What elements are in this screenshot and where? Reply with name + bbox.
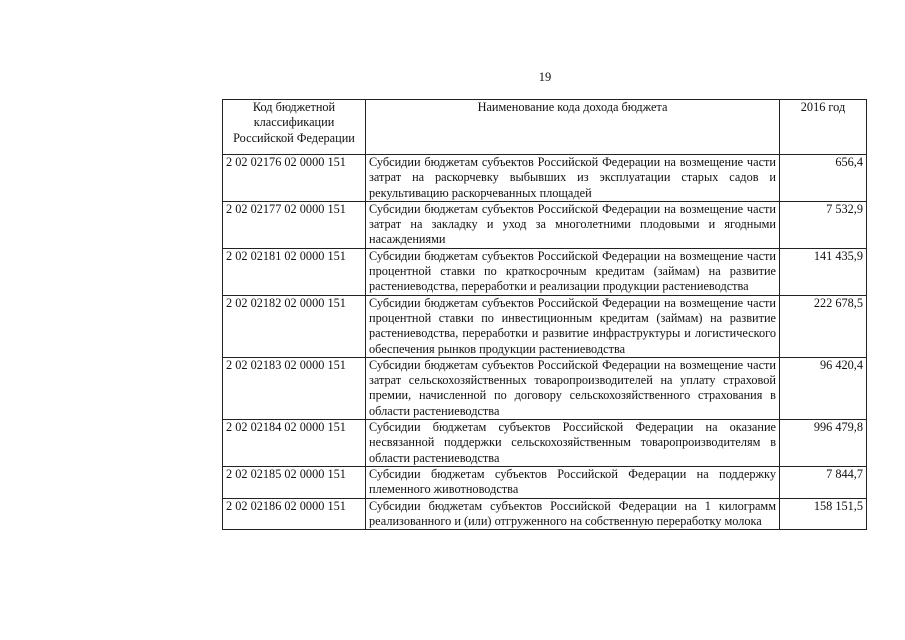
header-year-2016: 2016 год <box>780 100 867 155</box>
amount-cell: 158 151,5 <box>780 498 867 530</box>
budget-code-cell: 2 02 02183 02 0000 151 <box>223 357 366 419</box>
budget-code-cell: 2 02 02182 02 0000 151 <box>223 295 366 357</box>
revenue-name-cell: Субсидии бюджетам субъектов Российской Федерации на возмещение части процентной ставки по краткосрочным кредитам (займам) на развитие растениеводства, переработки и реализации продукции растениеводства <box>366 248 780 295</box>
table-row <box>223 295 867 357</box>
header-budget-code: Код бюджетной классификации Российской Федерации <box>223 100 366 155</box>
table-row <box>223 155 867 202</box>
amount-cell: 7 532,9 <box>780 201 867 248</box>
table-row <box>223 466 867 498</box>
revenue-name-cell: Субсидии бюджетам субъектов Российской Федерации на возмещение части затрат на раскорчевку выбывших из эксплуатации старых садов и рекультивацию раскорчеванных площадей <box>366 155 780 202</box>
table-header-row <box>223 100 867 155</box>
table-row <box>223 498 867 530</box>
table-row <box>223 420 867 467</box>
budget-code-cell: 2 02 02177 02 0000 151 <box>223 201 366 248</box>
budget-revenue-table <box>222 99 867 530</box>
budget-code-cell: 2 02 02185 02 0000 151 <box>223 466 366 498</box>
revenue-name-cell: Субсидии бюджетам субъектов Российской Федерации на возмещение части затрат на закладку и уход за многолетними плодовыми и ягодными насаждениями <box>366 201 780 248</box>
budget-code-cell: 2 02 02186 02 0000 151 <box>223 498 366 530</box>
budget-code-cell: 2 02 02184 02 0000 151 <box>223 420 366 467</box>
amount-cell: 141 435,9 <box>780 248 867 295</box>
amount-cell: 222 678,5 <box>780 295 867 357</box>
header-revenue-name: Наименование кода дохода бюджета <box>366 100 780 155</box>
amount-cell: 656,4 <box>780 155 867 202</box>
revenue-name-cell: Субсидии бюджетам субъектов Российской Федерации на 1 килограмм реализованного и (или) отгруженного на собственную переработку молока <box>366 498 780 530</box>
revenue-name-cell: Субсидии бюджетам субъектов Российской Федерации на оказание несвязанной поддержки сельскохозяйственным товаропроизводителям в области растениеводства <box>366 420 780 467</box>
table-row <box>223 248 867 295</box>
table-row <box>223 357 867 419</box>
table-row <box>223 201 867 248</box>
amount-cell: 7 844,7 <box>780 466 867 498</box>
amount-cell: 96 420,4 <box>780 357 867 419</box>
amount-cell: 996 479,8 <box>780 420 867 467</box>
revenue-name-cell: Субсидии бюджетам субъектов Российской Федерации на возмещение части процентной ставки по инвестиционным кредитам (займам) на развитие растениеводства, переработки и развитие инфраструктуры и логистического обеспечения рынков продукции растениеводства <box>366 295 780 357</box>
budget-code-cell: 2 02 02181 02 0000 151 <box>223 248 366 295</box>
budget-code-cell: 2 02 02176 02 0000 151 <box>223 155 366 202</box>
revenue-name-cell: Субсидии бюджетам субъектов Российской Федерации на возмещение части затрат сельскохозяйственных товаропроизводителей на уплату страховой премии, начисленной по договору сельскохозяйственного страхования в области растениеводства <box>366 357 780 419</box>
revenue-name-cell: Субсидии бюджетам субъектов Российской Федерации на поддержку племенного животноводства <box>366 466 780 498</box>
page-number: 19 <box>538 70 552 84</box>
